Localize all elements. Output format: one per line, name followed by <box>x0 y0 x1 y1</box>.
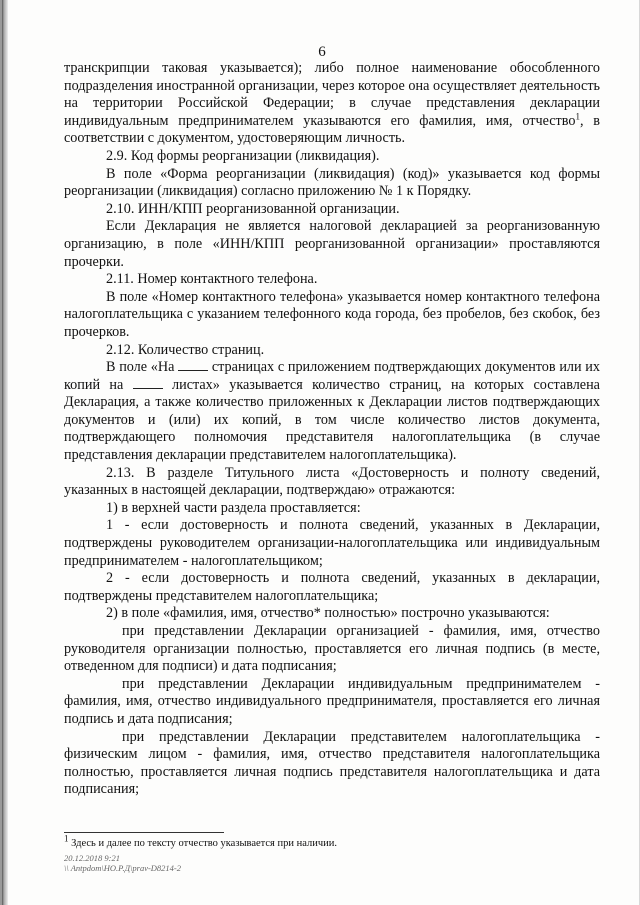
footnote-divider <box>64 832 224 833</box>
section-heading-2-11: 2.11. Номер контактного телефона. <box>106 271 318 288</box>
footnote-mark: 1 <box>64 833 69 844</box>
section-heading-2-9: 2.9. Код формы реорганизации (ликвидация). <box>106 147 380 164</box>
section-heading-2-10: 2.10. ИНН/КПП реорганизованной организации. <box>106 200 400 217</box>
paragraph-organization-signature: при представлении Декларации организацией - фамилия, имя, отчество руководителя организации полностью, проставляется его личная подпись (в месте, отведенном для подписи) и дата подписания; <box>64 623 600 675</box>
paragraph-representative-signature: при представлении Декларации представителем налогоплательщика - физическим лицом - фамилия, имя, отчество представителя налогоплательщика полностью, проставляется личная подпись представителя налогоплательщика и дата подписания; <box>64 728 600 798</box>
file-path-stamp: \\ Antpdom\НО.Р.Д\prav-D8214-2 <box>64 863 182 873</box>
section-heading-2-13: 2.13. В разделе Титульного листа «Достоверность и полноту сведений, указанных в настоящей декларации, подтверждаю» отражаются: <box>64 464 600 499</box>
document-body <box>64 60 600 799</box>
footnote: $^1$ Здесь и далее по тексту отчество указывается при наличии. <box>64 833 337 849</box>
paragraph-inn-kpp: Если Декларация не является налоговой декларацией за реорганизованную организацию, в поле «ИНН/КПП реорганизованной организации» проставляются прочерки. <box>64 218 600 270</box>
page-number: 6 <box>318 44 326 60</box>
list-item-1: 1) в верхней части раздела проставляется: <box>106 499 361 516</box>
section-heading-2-12: 2.12. Количество страниц. <box>106 341 265 358</box>
paragraph-1: транскрипции таковая указывается); либо полное наименование обособленного подразделения иностранной организации, через которое она осуществляет деятельность на территории Российской Федерации; в случае представления декларации индивидуальным предпринимателем указываются его фамилия, имя, отчество$^1$, в соответствии с документом, удостоверяющим личность. <box>64 60 600 147</box>
blank-field <box>178 359 208 371</box>
paragraph-entrepreneur-signature: при представлении Декларации индивидуальным предпринимателем - фамилия, имя, отчество индивидуального предпринимателя, проставляется его личная подпись и дата подписания; <box>64 675 600 727</box>
list-subitem-2: 2 - если достоверность и полнота сведений, указанных в декларации, подтверждены представителем налогоплательщика; <box>64 570 600 604</box>
scan-edge <box>2 0 8 905</box>
paragraph-reorganization-form: В поле «Форма реорганизации (ликвидация) (код)» указывается код формы реорганизации (ликвидация) согласно приложению № 1 к Порядку. <box>64 165 600 200</box>
list-subitem-1: 1 - если достоверность и полнота сведений, указанных в Декларации, подтверждены руководителем организации-налогоплательщика или индивидуальным предпринимателем - налогоплательщиком; <box>64 517 600 569</box>
footnote-reference: 1 <box>575 111 580 122</box>
print-timestamp: 20.12.2018 9:21 <box>64 853 120 863</box>
blank-field <box>133 377 163 389</box>
paragraph-phone: В поле «Номер контактного телефона» указывается номер контактного телефона налогоплательщика с указанием телефонного кода города, без пробелов, без скобок, без прочерков. <box>64 288 600 340</box>
list-item-2: 2) в поле «фамилия, имя, отчество* полностью» построчно указываются: <box>106 605 550 622</box>
paragraph-page-count: В поле «На страницах с приложением подтверждающих документов или их копий на листах» указывается количество страниц, на которых составлена Декларация, а также количество приложенных к Декларации листов подтверждающих документов и (или) их копий, в том числе количество листов документа, подтверждающего полномочия представителя налогоплательщика (в случае представления декларации представителем налогоплательщика). <box>64 359 600 464</box>
